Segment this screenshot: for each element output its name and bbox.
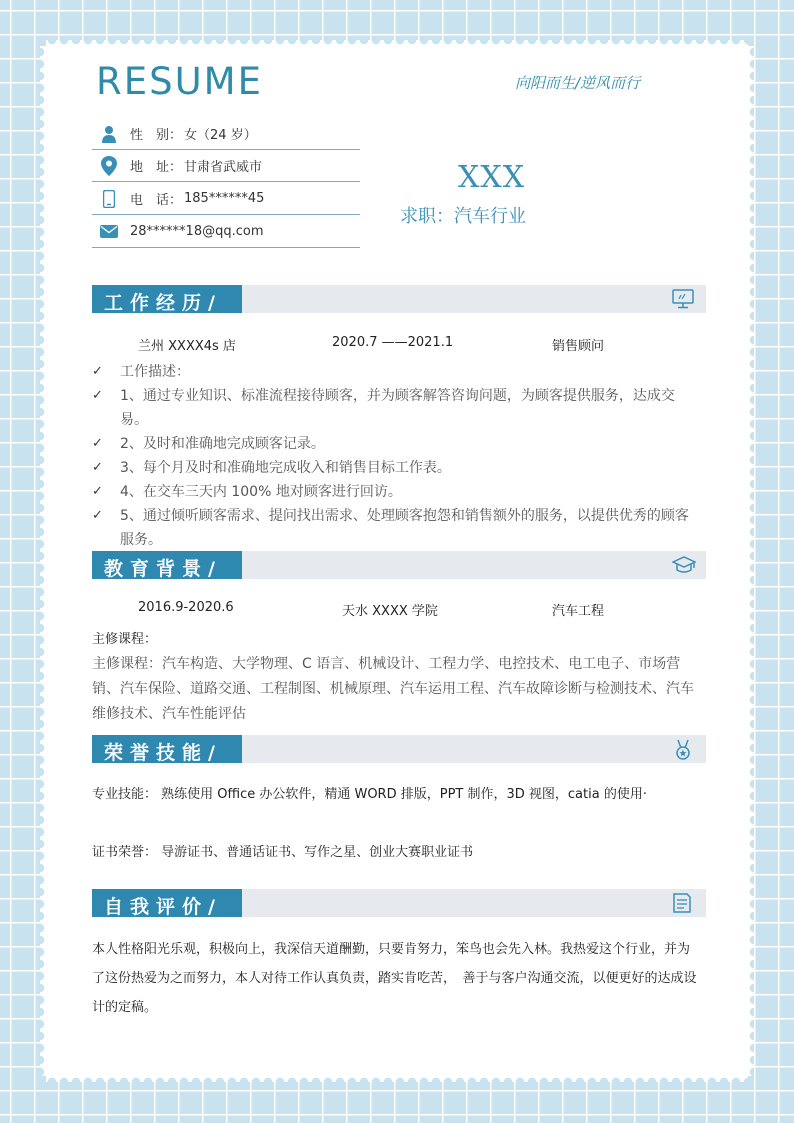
info-address-row (92, 150, 360, 182)
section-title-education: 教育背景/ (104, 558, 222, 580)
check-icon: ✓ (92, 484, 103, 499)
phone-label: 电 话： (130, 193, 183, 208)
list-item: ✓ 2、及时和准确地完成顾客记录。 (92, 432, 692, 456)
document-icon (672, 893, 694, 913)
email-value: 28******18@qq.com (130, 224, 264, 239)
check-icon: ✓ (92, 364, 103, 379)
phone-value: 185******45 (184, 191, 265, 206)
monitor-icon (672, 289, 694, 309)
medal-icon (672, 739, 694, 759)
candidate-name: XXX (458, 160, 526, 195)
education-school: 天水 XXXX 学院 (342, 604, 438, 619)
job-target: 求职：汽车行业 (400, 206, 526, 227)
info-phone-row (92, 183, 360, 215)
education-entry-row (92, 600, 692, 619)
gender-value: 女（24 岁） (184, 128, 257, 143)
section-title-work: 工作经历/ (104, 292, 222, 314)
work-period: 2020.7 ——2021.1 (332, 335, 454, 350)
list-item: ✓ 1、通过专业知识、标准流程接待顾客，并为顾客解答咨询问题，为顾客提供服务，达成交易。 (92, 384, 692, 432)
info-gender-row (92, 118, 360, 150)
check-icon: ✓ (92, 436, 103, 451)
phone-icon (100, 190, 118, 208)
check-icon: ✓ (92, 460, 103, 475)
work-position: 销售顾问 (552, 339, 605, 354)
education-period: 2016.9-2020.6 (138, 600, 234, 615)
courses-label: 主修课程： (92, 632, 158, 647)
resume-title: RESUME (96, 60, 263, 103)
section-header-work (92, 285, 706, 313)
section-header-skills (92, 735, 706, 763)
person-icon (100, 125, 118, 143)
work-description-list (92, 360, 692, 552)
mail-icon (100, 223, 118, 241)
self-eval-text: 本人性格阳光乐观，积极向上，我深信天道酬勤，只要肯努力，笨鸟也会先入林。我热爱这个行业，并为了这份热爱为之而努力，本人对待工作认真负责，踏实肯吃苦， 善于与客户沟通交流，以便更好的达成设计的定稿。 (92, 942, 697, 1015)
work-entry-row (92, 335, 692, 354)
address-value: 甘肃省武威市 (184, 160, 263, 175)
motto: 向阳而生/逆风而行 (515, 74, 641, 92)
section-header-self-eval (92, 889, 706, 917)
check-icon: ✓ (92, 508, 103, 523)
list-item: ✓ 工作描述： (92, 360, 692, 384)
education-major: 汽车工程 (552, 604, 605, 619)
gender-label: 性 别： (130, 128, 183, 143)
info-email-row (92, 216, 360, 248)
section-title-self-eval: 自我评价/ (104, 896, 222, 918)
address-label: 地 址： (130, 160, 183, 175)
work-company: 兰州 XXXX4s 店 (138, 339, 236, 354)
section-title-skills: 荣誉技能/ (104, 742, 222, 764)
courses-text: 主修课程：汽车构造、大学物理、C 语言、机械设计、工程力学、电控技术、电工电子、市场营销、汽车保险、道路交通、工程制图、机械原理、汽车运用工程、汽车故障诊断与检测技术、汽车维修技术、汽车性能评估 (92, 656, 694, 722)
check-icon: ✓ (92, 388, 103, 403)
list-item: ✓ 3、每个月及时和准确地完成收入和销售目标工作表。 (92, 456, 692, 480)
section-header-education (92, 551, 706, 579)
skills-text: 专业技能： 熟练使用 Office 办公软件，精通 WORD 排版，PPT 制作，3D 视图，catia 的使用· (92, 787, 647, 802)
cert-text: 证书荣誉： 导游证书、普通话证书、写作之星、创业大赛职业证书 (92, 845, 474, 860)
location-pin-icon (100, 157, 118, 175)
list-item: ✓ 5、通过倾听顾客需求、提问找出需求、处理顾客抱怨和销售额外的服务，以提供优秀的顾客服务。 (92, 504, 692, 552)
list-item: ✓ 4、在交车三天内 100% 地对顾客进行回访。 (92, 480, 692, 504)
graduation-cap-icon (672, 555, 694, 575)
